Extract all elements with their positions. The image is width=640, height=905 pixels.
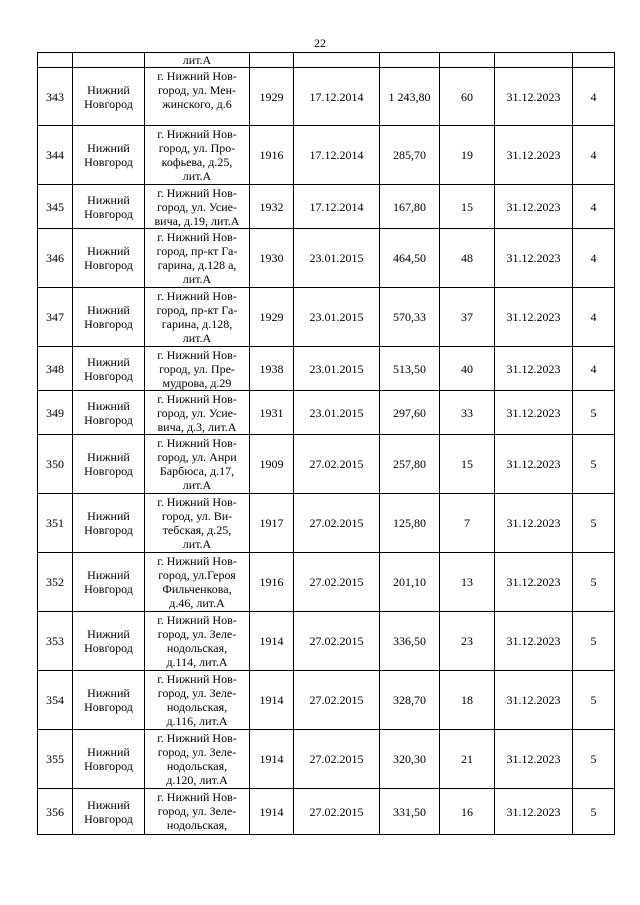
year-cell: 1916 — [250, 126, 294, 185]
city-cell: Нижний Новгород — [73, 494, 145, 553]
table-row — [38, 494, 615, 553]
address-cell: г. Нижний Нов- город, ул.Героя Фильченкова, д.46, лит.А — [145, 553, 250, 612]
row-number: 354 — [38, 671, 73, 730]
address-cell: г. Нижний Нов- город, ул. Анри Барбюса, д.17, лит.А — [145, 435, 250, 494]
table-row — [38, 553, 615, 612]
address-cell: г. Нижний Нов- город, ул. Про- кофьева, д.25, лит.А — [145, 126, 250, 185]
year-cell: 1909 — [250, 435, 294, 494]
table-row — [38, 185, 615, 229]
table-row — [38, 789, 615, 835]
count-cell: 15 — [440, 185, 495, 229]
year-cell: 1938 — [250, 347, 294, 391]
group-cell: 5 — [573, 494, 615, 553]
city-cell: Нижний Новгород — [73, 288, 145, 347]
count-cell: 40 — [440, 347, 495, 391]
deadline-cell: 31.12.2023 — [495, 494, 573, 553]
table-row — [38, 229, 615, 288]
deadline-cell: 31.12.2023 — [495, 347, 573, 391]
row-number: 351 — [38, 494, 73, 553]
area-cell: 297,60 — [380, 391, 440, 435]
group-cell: 5 — [573, 612, 615, 671]
table-row — [38, 68, 615, 126]
deadline-cell: 31.12.2023 — [495, 68, 573, 126]
city-cell: Нижний Новгород — [73, 229, 145, 288]
deadline-cell: 31.12.2023 — [495, 288, 573, 347]
table-row — [38, 288, 615, 347]
row-number: 355 — [38, 730, 73, 789]
continuation-address: лит.А — [145, 53, 250, 68]
deadline-cell: 31.12.2023 — [495, 435, 573, 494]
city-cell: Нижний Новгород — [73, 68, 145, 126]
year-cell: 1930 — [250, 229, 294, 288]
date-cell: 27.02.2015 — [294, 671, 380, 730]
deadline-cell: 31.12.2023 — [495, 612, 573, 671]
address-cell: г. Нижний Нов- город, ул. Мен- жинского, д.6 — [145, 68, 250, 126]
date-cell: 23.01.2015 — [294, 288, 380, 347]
row-number: 356 — [38, 789, 73, 835]
group-cell: 5 — [573, 730, 615, 789]
year-cell: 1914 — [250, 789, 294, 835]
date-cell: 17.12.2014 — [294, 185, 380, 229]
date-cell: 27.02.2015 — [294, 730, 380, 789]
area-cell: 570,33 — [380, 288, 440, 347]
address-cell: г. Нижний Нов- город, ул. Ви- тебская, д.25, лит.А — [145, 494, 250, 553]
table-row — [38, 391, 615, 435]
area-cell: 167,80 — [380, 185, 440, 229]
city-cell: Нижний Новгород — [73, 347, 145, 391]
year-cell: 1929 — [250, 288, 294, 347]
address-cell: г. Нижний Нов- город, пр-кт Га- гарина, д.128 а, лит.А — [145, 229, 250, 288]
area-cell: 201,10 — [380, 553, 440, 612]
address-cell: г. Нижний Нов- город, ул. Усие- вича, д.19, лит.А — [145, 185, 250, 229]
address-cell: г. Нижний Нов- город, ул. Зеле- нодольская, — [145, 789, 250, 835]
city-cell: Нижний Новгород — [73, 185, 145, 229]
address-cell: г. Нижний Нов- город, ул. Пре- мудрова, д.29 — [145, 347, 250, 391]
table-row — [38, 126, 615, 185]
city-cell: Нижний Новгород — [73, 553, 145, 612]
deadline-cell: 31.12.2023 — [495, 553, 573, 612]
group-cell: 5 — [573, 435, 615, 494]
group-cell: 4 — [573, 229, 615, 288]
year-cell: 1914 — [250, 612, 294, 671]
row-number: 350 — [38, 435, 73, 494]
area-cell: 513,50 — [380, 347, 440, 391]
city-cell: Нижний Новгород — [73, 126, 145, 185]
year-cell: 1932 — [250, 185, 294, 229]
city-cell: Нижний Новгород — [73, 789, 145, 835]
row-number: 345 — [38, 185, 73, 229]
date-cell: 23.01.2015 — [294, 347, 380, 391]
row-number: 344 — [38, 126, 73, 185]
area-cell: 464,50 — [380, 229, 440, 288]
city-cell: Нижний Новгород — [73, 671, 145, 730]
group-cell: 4 — [573, 185, 615, 229]
deadline-cell: 31.12.2023 — [495, 789, 573, 835]
date-cell: 17.12.2014 — [294, 126, 380, 185]
count-cell: 48 — [440, 229, 495, 288]
continuation-row — [38, 53, 615, 68]
area-cell: 320,30 — [380, 730, 440, 789]
year-cell: 1914 — [250, 671, 294, 730]
year-cell: 1929 — [250, 68, 294, 126]
group-cell: 4 — [573, 288, 615, 347]
deadline-cell: 31.12.2023 — [495, 229, 573, 288]
date-cell: 23.01.2015 — [294, 229, 380, 288]
address-cell: г. Нижний Нов- город, ул. Зеле- нодольская, д.114, лит.А — [145, 612, 250, 671]
row-number: 349 — [38, 391, 73, 435]
count-cell: 15 — [440, 435, 495, 494]
row-number: 347 — [38, 288, 73, 347]
address-cell: г. Нижний Нов- город, ул. Зеле- нодольская, д.120, лит.А — [145, 730, 250, 789]
deadline-cell: 31.12.2023 — [495, 126, 573, 185]
count-cell: 7 — [440, 494, 495, 553]
date-cell: 27.02.2015 — [294, 494, 380, 553]
date-cell: 27.02.2015 — [294, 789, 380, 835]
group-cell: 4 — [573, 347, 615, 391]
table-row — [38, 435, 615, 494]
area-cell: 257,80 — [380, 435, 440, 494]
row-number: 353 — [38, 612, 73, 671]
year-cell: 1931 — [250, 391, 294, 435]
table-row — [38, 730, 615, 789]
city-cell: Нижний Новгород — [73, 435, 145, 494]
table-row — [38, 671, 615, 730]
address-cell: г. Нижний Нов- город, ул. Зеле- нодольская, д.116, лит.А — [145, 671, 250, 730]
table-row — [38, 347, 615, 391]
housing-table — [37, 52, 615, 835]
year-cell: 1917 — [250, 494, 294, 553]
group-cell: 4 — [573, 126, 615, 185]
group-cell: 5 — [573, 789, 615, 835]
year-cell: 1916 — [250, 553, 294, 612]
count-cell: 60 — [440, 68, 495, 126]
row-number: 343 — [38, 68, 73, 126]
address-cell: г. Нижний Нов- город, пр-кт Га- гарина, д.128, лит.А — [145, 288, 250, 347]
city-cell: Нижний Новгород — [73, 612, 145, 671]
date-cell: 23.01.2015 — [294, 391, 380, 435]
deadline-cell: 31.12.2023 — [495, 185, 573, 229]
deadline-cell: 31.12.2023 — [495, 671, 573, 730]
area-cell: 328,70 — [380, 671, 440, 730]
date-cell: 17.12.2014 — [294, 68, 380, 126]
count-cell: 18 — [440, 671, 495, 730]
date-cell: 27.02.2015 — [294, 435, 380, 494]
deadline-cell: 31.12.2023 — [495, 391, 573, 435]
group-cell: 5 — [573, 671, 615, 730]
deadline-cell: 31.12.2023 — [495, 730, 573, 789]
row-number: 348 — [38, 347, 73, 391]
area-cell: 336,50 — [380, 612, 440, 671]
count-cell: 33 — [440, 391, 495, 435]
area-cell: 285,70 — [380, 126, 440, 185]
area-cell: 331,50 — [380, 789, 440, 835]
date-cell: 27.02.2015 — [294, 612, 380, 671]
row-number: 346 — [38, 229, 73, 288]
date-cell: 27.02.2015 — [294, 553, 380, 612]
area-cell: 125,80 — [380, 494, 440, 553]
city-cell: Нижний Новгород — [73, 391, 145, 435]
table-row — [38, 612, 615, 671]
count-cell: 13 — [440, 553, 495, 612]
year-cell: 1914 — [250, 730, 294, 789]
group-cell: 5 — [573, 391, 615, 435]
count-cell: 21 — [440, 730, 495, 789]
group-cell: 5 — [573, 553, 615, 612]
count-cell: 23 — [440, 612, 495, 671]
area-cell: 1 243,80 — [380, 68, 440, 126]
group-cell: 4 — [573, 68, 615, 126]
count-cell: 16 — [440, 789, 495, 835]
count-cell: 19 — [440, 126, 495, 185]
row-number: 352 — [38, 553, 73, 612]
city-cell: Нижний Новгород — [73, 730, 145, 789]
count-cell: 37 — [440, 288, 495, 347]
address-cell: г. Нижний Нов- город, ул. Усие- вича, д.3, лит.А — [145, 391, 250, 435]
page-number: 22 — [314, 36, 326, 50]
